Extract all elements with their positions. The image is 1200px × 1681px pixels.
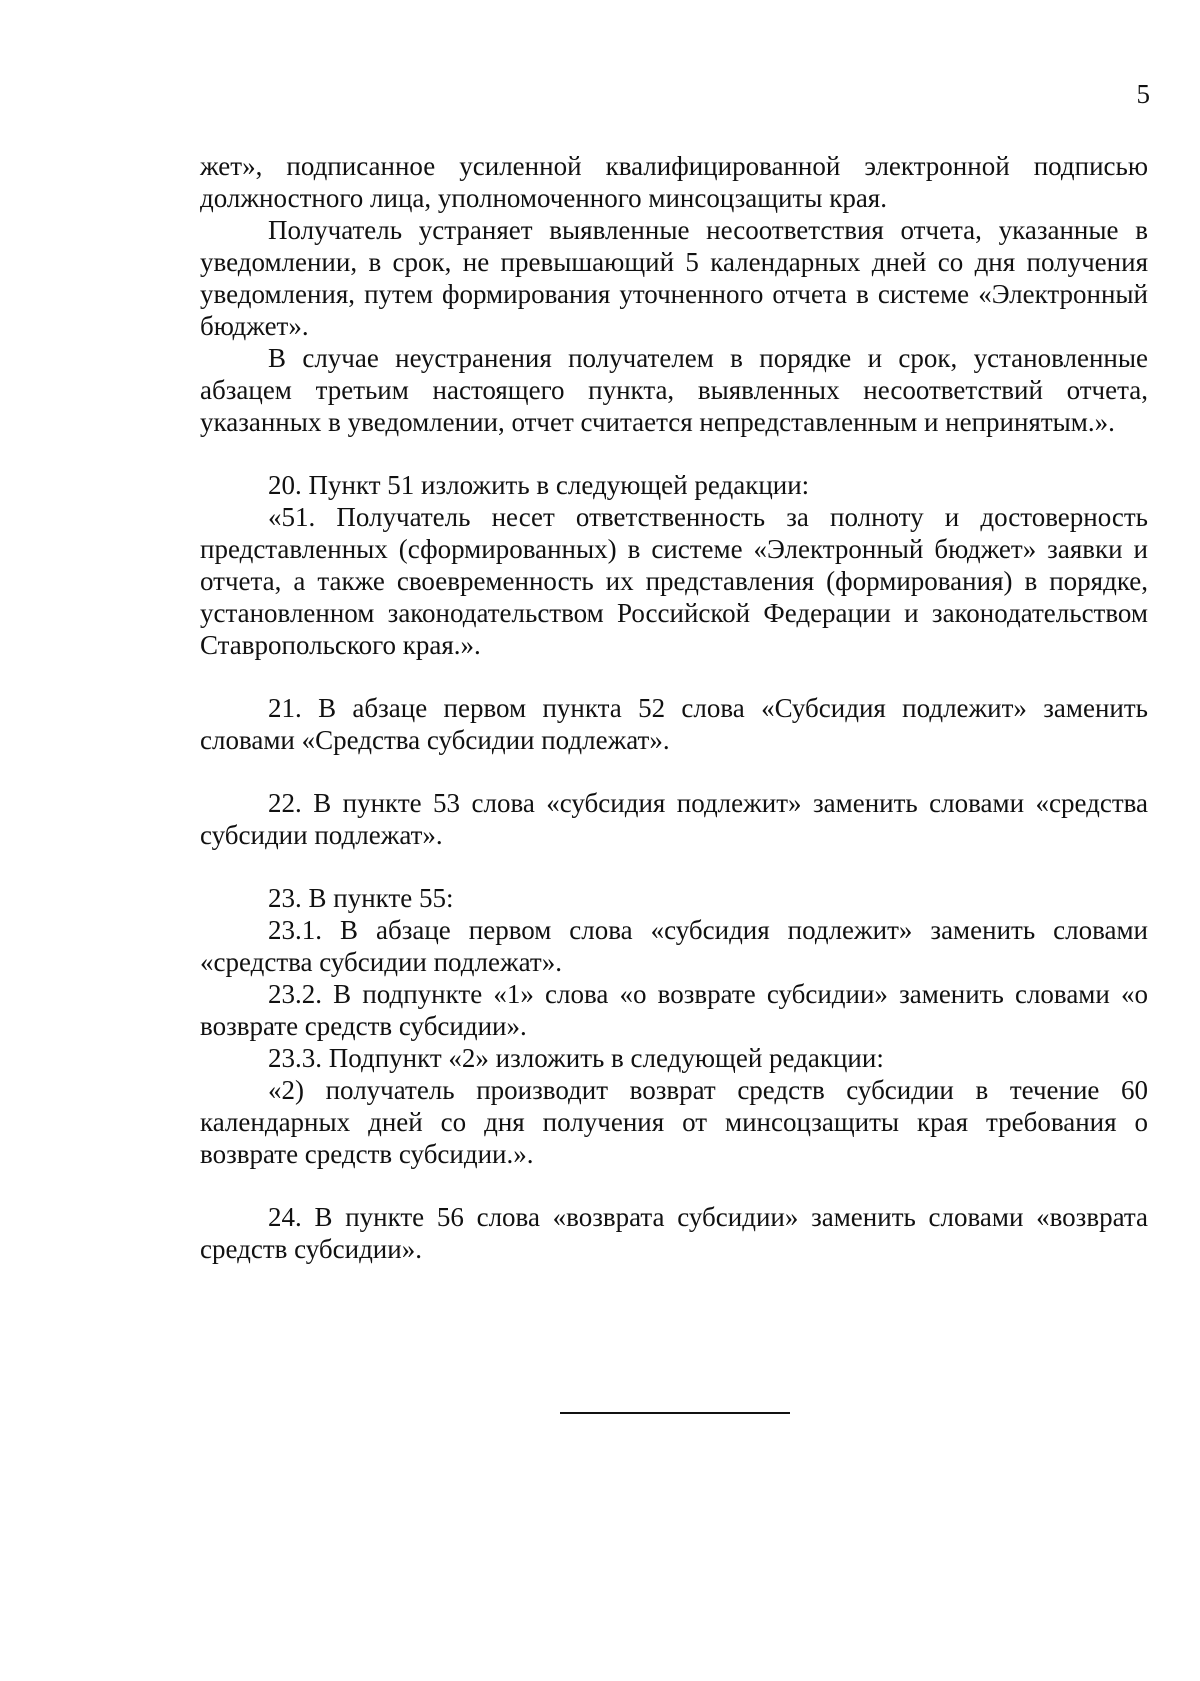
end-of-document-rule [560, 1412, 790, 1414]
item-23-3-heading: 23.3. Подпункт «2» изложить в следующей редакции: [268, 1043, 884, 1073]
item-23-3-text: «2) получатель производит возврат средств субсидии в течение 60 календарных дней со дня получения от минсоцзащиты края требования о возврате средств субсидии.». [200, 1075, 1148, 1169]
page-number: 5 [1136, 79, 1150, 109]
item-23-heading: 23. В пункте 55: [268, 883, 454, 913]
item-22: 22. В пункте 53 слова «субсидия подлежит» заменить словами «средства субсидии подлежат». [200, 788, 1148, 850]
item-24: 24. В пункте 56 слова «возврата субсидии» заменить словами «возврата средств субсидии». [200, 1202, 1148, 1264]
item-23-2: 23.2. В подпункте «1» слова «о возврате субсидии» заменить словами «о возврате средств субсидии». [200, 979, 1148, 1041]
paragraph-recipient-corrects: Получатель устраняет выявленные несоответствия отчета, указанные в уведомлении, в срок, не превышающий 5 календарных дней со дня получения уведомления, путем формирования уточненного отчета в системе «Электронный бюджет». [200, 215, 1148, 341]
item-20-text: «51. Получатель несет ответственность за полноту и достоверность представленных (сформированных) в системе «Электронный бюджет» заявки и отчета, а также своевременность их представления (формирования) в порядке, установленном законодательством Российской Федерации и законодательством Ставропольского края.». [200, 502, 1148, 660]
item-21: 21. В абзаце первом пункта 52 слова «Субсидия подлежит» заменить словами «Средства субсидии подлежат». [200, 693, 1148, 755]
paragraph-non-elimination: В случае неустранения получателем в порядке и срок, установленные абзацем третьим настоящего пункта, выявленных несоответствий отчета, указанных в уведомлении, отчет считается непредставленным и непринятым.». [200, 343, 1148, 437]
item-23-1: 23.1. В абзаце первом слова «субсидия подлежит» заменить словами «средства субсидии подлежат». [200, 915, 1148, 977]
paragraph-continuation: жет», подписанное усиленной квалифицированной электронной подписью должностного лица, уполномоченного минсоцзащиты края. [200, 151, 1148, 213]
document-body [200, 150, 1148, 1265]
item-20-heading: 20. Пункт 51 изложить в следующей редакции: [268, 470, 810, 500]
